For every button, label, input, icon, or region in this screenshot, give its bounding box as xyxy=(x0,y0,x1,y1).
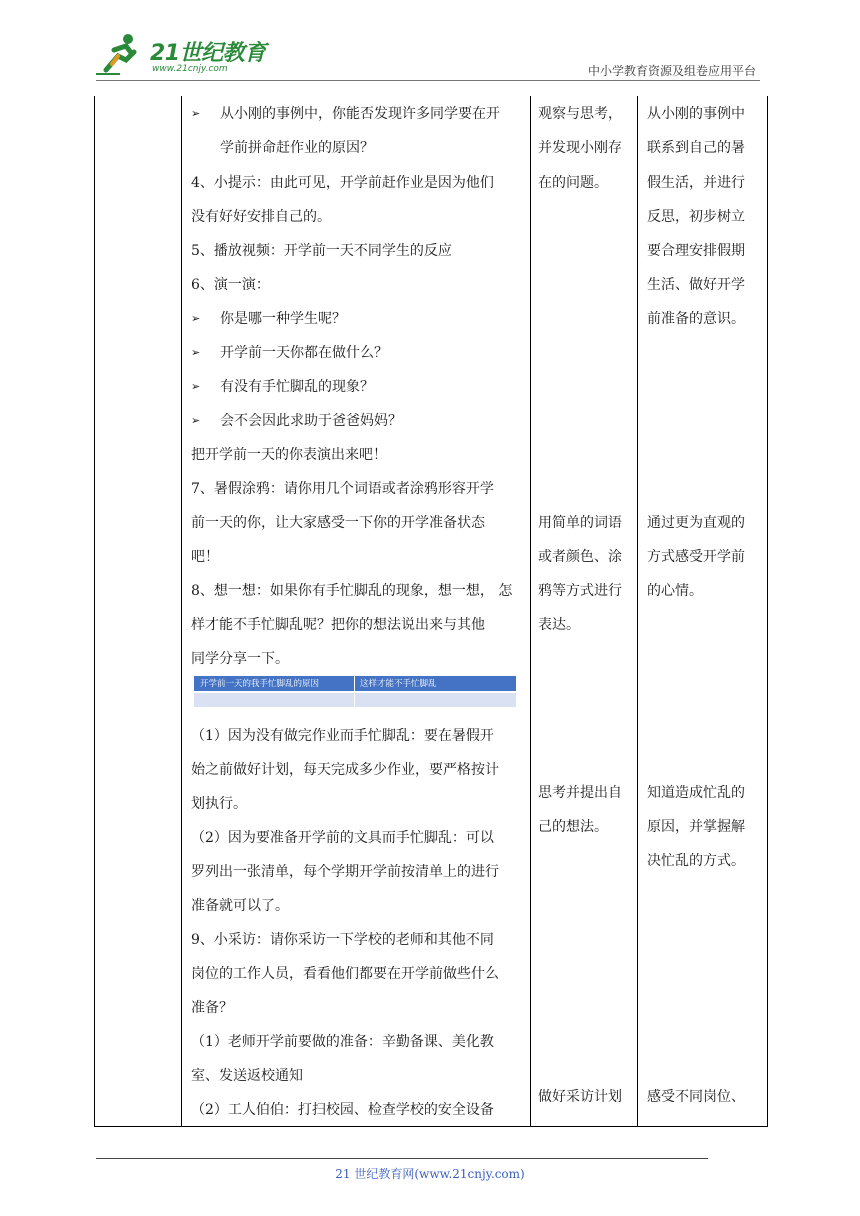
intent-line: 感受不同岗位、 xyxy=(647,1089,745,1105)
content-line: 会不会因此求助于爸爸妈妈？ xyxy=(220,413,402,429)
embedded-table-row xyxy=(194,693,516,707)
activity-line: 或者颜色、涂 xyxy=(538,549,622,565)
intent-line: 原因，并掌握解 xyxy=(647,819,745,835)
activity-line: 并发现小刚存 xyxy=(538,140,622,156)
content-line: 6、演一演： xyxy=(191,277,270,293)
table-divider xyxy=(637,96,638,1126)
content-line: 始之前做好计划，每天完成多少作业，要严格按计 xyxy=(191,762,499,778)
embedded-table-divider xyxy=(354,676,355,707)
activity-line: 表达。 xyxy=(538,617,580,633)
activity-line: 己的想法。 xyxy=(538,819,608,835)
bullet-arrow-icon: ➢ xyxy=(191,312,201,325)
embedded-table-header xyxy=(194,676,516,691)
intent-line: 联系到自己的暑 xyxy=(647,140,745,156)
content-line: 样才能不手忙脚乱呢？把你的想法说出来与其他 xyxy=(191,617,485,633)
bullet-arrow-icon: ➢ xyxy=(191,346,201,359)
content-line: （2）因为要准备开学前的文具而手忙脚乱：可以 xyxy=(191,830,494,846)
content-line: （2）工人伯伯：打扫校园、检查学校的安全设备 xyxy=(191,1102,494,1118)
table-divider xyxy=(181,96,182,1126)
content-line: （1）因为没有做完作业而手忙脚乱：要在暑假开 xyxy=(191,728,494,744)
platform-title: 中小学教育资源及组卷应用平台 xyxy=(587,64,756,78)
intent-line: 方式感受开学前 xyxy=(647,549,745,565)
header-divider xyxy=(96,80,760,81)
embedded-table-col1: 开学前一天的我手忙脚乱的原因 xyxy=(200,679,320,689)
intent-line: 生活、做好开学 xyxy=(647,277,745,293)
activity-line: 用简单的词语 xyxy=(538,515,622,531)
content-line: 准备就可以了。 xyxy=(191,898,289,914)
logo-url: www.21cnjy.com xyxy=(152,64,228,74)
content-line: 5、播放视频：开学前一天不同学生的反应 xyxy=(191,243,452,259)
content-line: 8、想一想：如果你有手忙脚乱的现象，想一想， 怎 xyxy=(191,583,513,599)
content-line: 室、发送返校通知 xyxy=(191,1068,303,1084)
activity-line: 做好采访计划 xyxy=(538,1089,622,1105)
site-logo xyxy=(92,30,266,78)
bullet-arrow-icon: ➢ xyxy=(191,414,201,427)
content-line: 前一天的你，让大家感受一下你的开学准备状态 xyxy=(191,515,485,531)
bullet-arrow-icon: ➢ xyxy=(191,380,201,393)
intent-line: 前准备的意识。 xyxy=(647,311,745,327)
content-line: 4、小提示：由此可见，开学前赶作业是因为他们 xyxy=(191,175,494,191)
bullet-arrow-icon: ➢ xyxy=(191,107,201,120)
intent-line: 通过更为直观的 xyxy=(647,515,745,531)
activity-line: 观察与思考， xyxy=(538,106,622,122)
runner-logo-icon xyxy=(92,30,148,78)
content-line: 岗位的工作人员，看看他们都要在开学前做些什么 xyxy=(191,966,499,982)
footer-link[interactable]: 21 世纪教育网(www.21cnjy.com) xyxy=(335,1167,525,1181)
logo-name: 21世纪教育 xyxy=(150,41,266,66)
content-line: （1）老师开学前要做的准备：辛勤备课、美化教 xyxy=(191,1034,494,1050)
intent-line: 决忙乱的方式。 xyxy=(647,853,745,869)
content-line: 罗列出一张清单，每个学期开学前按清单上的进行 xyxy=(191,864,499,880)
content-line: 划执行。 xyxy=(191,796,247,812)
content-line: 开学前一天你都在做什么？ xyxy=(220,345,388,361)
activity-line: 在的问题。 xyxy=(538,175,608,191)
content-line: 吧！ xyxy=(191,549,219,565)
content-line: 你是哪一种学生呢？ xyxy=(220,311,346,327)
content-line: 有没有手忙脚乱的现象？ xyxy=(220,379,374,395)
content-line: 把开学前一天的你表演出来吧！ xyxy=(191,447,387,463)
intent-line: 知道造成忙乱的 xyxy=(647,785,745,801)
intent-line: 反思，初步树立 xyxy=(647,209,745,225)
content-line: 学前拼命赶作业的原因？ xyxy=(220,140,374,156)
activity-line: 思考并提出自 xyxy=(538,785,622,801)
intent-line: 要合理安排假期 xyxy=(647,243,745,259)
content-line: 从小刚的事例中，你能否发现许多同学要在开 xyxy=(220,106,500,122)
intent-line: 的心情。 xyxy=(647,583,703,599)
embedded-table-col2: 这样才能不手忙脚乱 xyxy=(360,679,437,689)
content-line: 准备？ xyxy=(191,1000,233,1016)
content-line: 同学分享一下。 xyxy=(191,651,289,667)
intent-line: 从小刚的事例中 xyxy=(647,106,745,122)
embedded-table xyxy=(194,676,516,708)
footer-divider xyxy=(96,1158,708,1159)
content-line: 没有好好安排自己的。 xyxy=(191,209,331,225)
activity-line: 鸦等方式进行 xyxy=(538,583,622,599)
content-line: 9、小采访：请你采访一下学校的老师和其他不同 xyxy=(191,932,494,948)
table-divider xyxy=(530,96,531,1126)
content-line: 7、暑假涂鸦：请你用几个词语或者涂鸦形容开学 xyxy=(191,481,494,497)
intent-line: 假生活，并进行 xyxy=(647,175,745,191)
